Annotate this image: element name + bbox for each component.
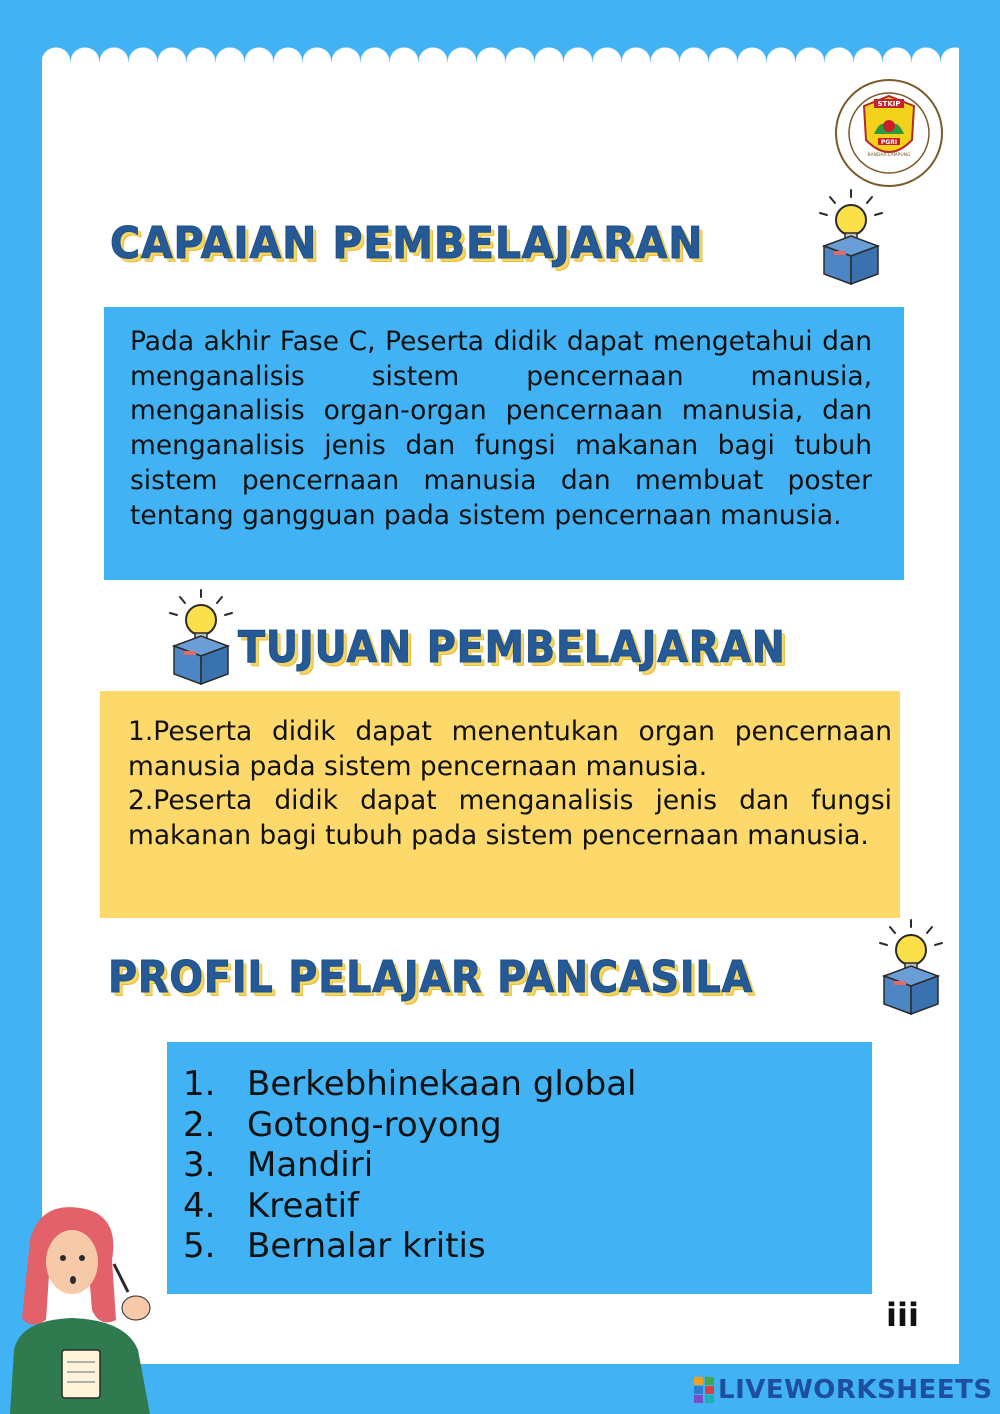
capaian-box <box>104 307 904 580</box>
logo-top-text: STKIP <box>877 100 901 108</box>
page-number: iii <box>886 1296 919 1334</box>
logo-bottom-text: PGRI <box>880 139 898 146</box>
tujuan-goal-2: 2.Peserta didik dapat menganalisis jenis dan fungsi makanan bagi tubuh pada sistem pencernaan manusia. <box>128 785 892 852</box>
list-item-label: Mandiri <box>247 1145 374 1185</box>
list-item <box>183 1186 872 1227</box>
paper-scalloped-edge <box>42 47 959 77</box>
lightbulb-box-icon <box>162 588 240 686</box>
list-item-number: 3. <box>183 1145 216 1185</box>
list-item-number: 1. <box>183 1064 216 1104</box>
watermark-text: LIVEWORKSHEETS <box>718 1375 993 1405</box>
list-item-number: 2. <box>183 1104 216 1145</box>
list-item-label: Kreatif <box>247 1185 360 1226</box>
heading-capaian-pembelajaran: CAPAIAN PEMBELAJARAN <box>110 218 704 269</box>
capaian-text: Pada akhir Fase C, Peserta didik dapat mengetahui dan menganalisis sistem pencernaan manusia, menganalisis organ-organ pencernaan manusia, dan menganalisis jenis dan fungsi makanan bagi tubuh sistem pencernaan manusia dan membuat poster tentang gangguan pada sistem pencernaan manusia. <box>130 326 872 531</box>
profil-list <box>183 1064 872 1267</box>
logo-city-text: BANDAR LAMPUNG <box>867 153 911 158</box>
heading-profil-pelajar-pancasila: PROFIL PELAJAR PANCASILA <box>108 952 754 1003</box>
list-item-label: Berkebhinekaan global <box>247 1064 637 1104</box>
lightbulb-box-icon <box>872 918 950 1016</box>
teacher-illustration <box>0 1200 175 1414</box>
list-item <box>183 1145 872 1186</box>
liveworksheets-logo-icon <box>694 1377 714 1403</box>
profil-box <box>167 1042 872 1294</box>
list-item-label: Gotong-royong <box>247 1104 502 1145</box>
heading-tujuan-pembelajaran: TUJUAN PEMBELAJARAN <box>238 622 786 673</box>
tujuan-box <box>100 691 900 918</box>
liveworksheets-watermark <box>694 1374 993 1406</box>
list-item-number: 5. <box>183 1226 216 1266</box>
list-item <box>183 1064 872 1105</box>
list-item-label: Bernalar kritis <box>247 1226 486 1266</box>
tujuan-goal-1: 1.Peserta didik dapat menentukan organ pencernaan manusia pada sistem pencernaan manusia. <box>128 716 892 782</box>
stkip-logo <box>834 78 944 188</box>
lightbulb-box-icon <box>812 188 890 286</box>
list-item <box>183 1226 872 1267</box>
list-item <box>183 1105 872 1146</box>
list-item-number: 4. <box>183 1185 216 1226</box>
